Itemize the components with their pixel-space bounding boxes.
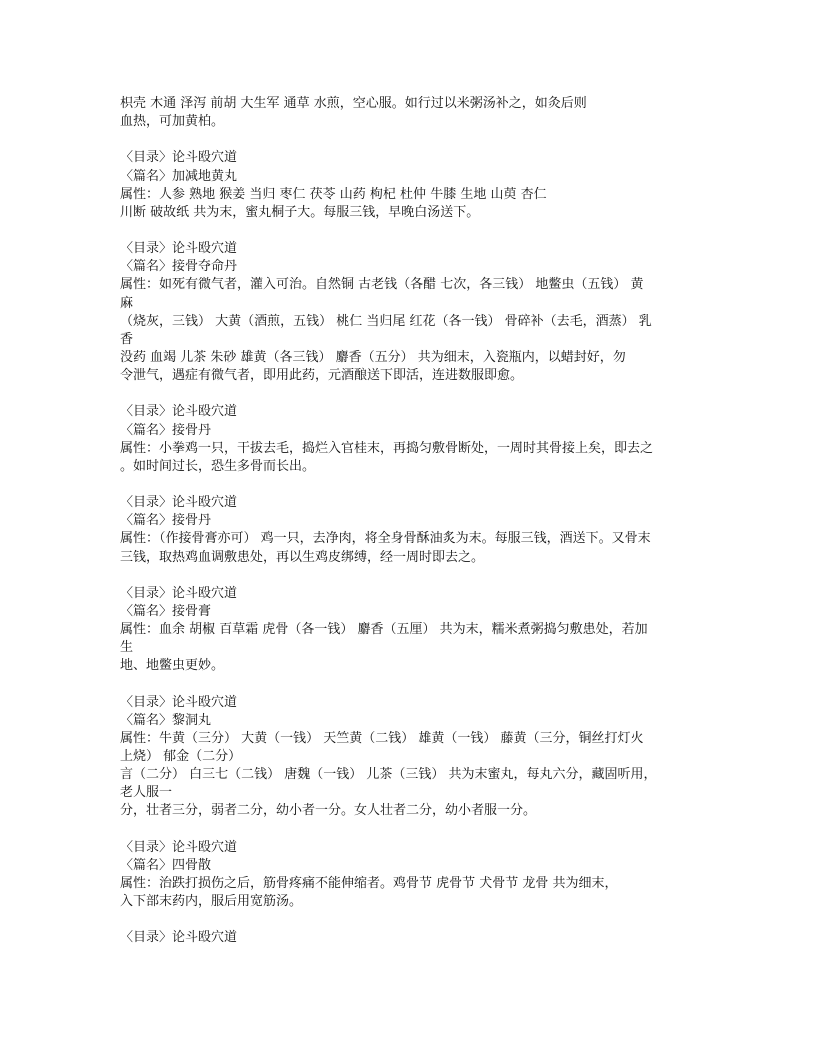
entry-attribute-line: 属性：（作接骨膏亦可） 鸡一只，去净肉，将全身骨酥油炙为末。每服三钱，酒送下。又骨末 [120,531,651,547]
entry-attribute-line: 言（二分） 白三七（二钱） 唐魏（一钱） 儿茶（三钱） 共为末蜜丸，每丸六分，藏固听用， [120,767,657,783]
entry-catalog: 〈目录〉论斗殴穴道 [120,150,238,166]
entry-attribute-line: 没药 血竭 儿茶 朱砂 雄黄（各三钱） 麝香（五分） 共为细末，入瓷瓶内，以蜡封好，勿 [120,349,626,365]
entry-attribute-line: 三钱，取热鸡血调敷患处，再以生鸡皮绑缚，经一周时即去之。 [120,549,485,565]
entry-title: 〈篇名〉黎洞丸 [120,712,212,728]
continuation-text-line: 血热，可加黄柏。 [120,114,225,130]
entry-catalog: 〈目录〉论斗殴穴道 [120,839,238,855]
entry-attribute-line: 分，壮者三分，弱者二分，幼小者一分。女人壮者二分，幼小者服一分。 [120,803,537,819]
entry-title: 〈篇名〉四骨散 [120,857,212,873]
continuation-text-line: 枳壳 木通 泽泻 前胡 大生军 通草 水煎，空心服。如行过以米粥汤补之，如灸后则 [120,96,587,111]
entry-attribute-line: 属性：治跌打损伤之后，筋骨疼痛不能伸缩者。鸡骨节 虎骨节 犬骨节 龙骨 共为细末， [120,876,618,892]
entry-attribute-line: 属性：人参 熟地 猴姜 当归 枣仁 茯苓 山药 枸杞 杜仲 牛膝 生地 山萸 杏仁 [120,186,547,202]
blank-line [120,911,720,929]
document-page [120,95,720,948]
entry-attribute-line: 香 [120,331,134,347]
entry-attribute-line: 属性：如死有微气者，灌入可治。自然铜 古老钱（各醋 七次，各三钱） 地鳖虫（五钱） 黄 [120,277,644,293]
entry-title: 〈篇名〉接骨夺命丹 [120,259,238,275]
blank-line [120,676,720,694]
blank-line [120,131,720,149]
blank-line [120,567,720,585]
entry-catalog: 〈目录〉论斗殴穴道 [120,585,238,601]
entry-attribute-line: 入下部末药内，服后用宽筋汤。 [120,894,303,910]
entry-catalog: 〈目录〉论斗殴穴道 [120,694,238,710]
entry-catalog: 〈目录〉论斗殴穴道 [120,241,238,257]
entry-attribute-line: 地、地鳖虫更妙。 [120,658,225,674]
blank-line [120,821,720,839]
entry-catalog: 〈目录〉论斗殴穴道 [120,495,238,511]
entry-attribute-line: 属性：牛黄（三分） 大黄（一钱） 天竺黄（二钱） 雄黄（一钱） 藤黄（三分，铜丝打灯火 [120,730,644,746]
entry-attribute-line: 。如时间过长，恐生多骨而长出。 [120,458,316,474]
entry-attribute-line: （烧灰，三钱） 大黄（酒煎，五钱） 桃仁 当归尾 红花（各一钱） 骨碎补（去毛，酒蒸） 乳 [120,313,652,329]
entry-attribute-line: 属性：小拳鸡一只，干拔去毛，捣烂入官桂末，再捣匀敷骨断处，一周时其骨接上矣，即去之 [120,440,654,456]
entry-attribute-line: 老人服一 [120,785,173,801]
entry-catalog: 〈目录〉论斗殴穴道 [120,404,238,420]
blank-line [120,476,720,494]
entry-title: 〈篇名〉接骨丹 [120,513,212,529]
entry-title: 〈篇名〉接骨丹 [120,422,212,438]
entry-title: 〈篇名〉接骨膏 [120,603,212,619]
entry-attribute-line: 上烧） 郁金（二分） [120,749,242,765]
entry-catalog: 〈目录〉论斗殴穴道 [120,930,238,946]
entry-attribute-line: 令泄气，遇症有微气者，即用此药，元酒酿送下即活，连进数服即愈。 [120,368,524,384]
blank-line [120,385,720,403]
entry-attribute-line: 麻 [120,295,134,311]
entry-attribute-line: 生 [120,640,134,656]
entry-title: 〈篇名〉加减地黄丸 [120,168,238,184]
entry-attribute-line: 川断 破故纸 共为末，蜜丸桐子大。每服三钱，早晚白汤送下。 [120,204,480,220]
entry-attribute-line: 属性：血余 胡椒 百草霜 虎骨（各一钱） 麝香（五厘） 共为末，糯米煮粥捣匀敷患处，若加 [120,622,648,638]
blank-line [120,222,720,240]
